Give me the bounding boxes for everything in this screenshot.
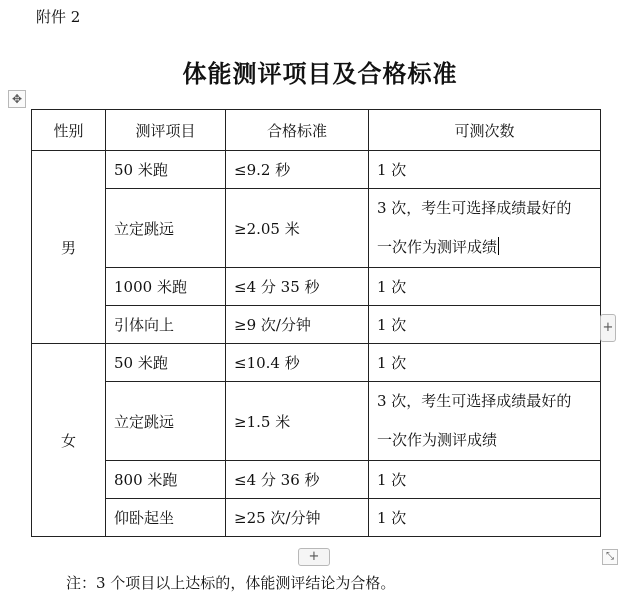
header-test-item[interactable]: 测评项目 <box>106 110 226 151</box>
attempts-cell[interactable]: 1 次 <box>369 268 601 306</box>
document-title: 体能测评项目及合格标准 <box>182 59 458 88</box>
header-attempts[interactable]: 可测次数 <box>369 110 601 151</box>
item-cell[interactable]: 仰卧起坐 <box>106 499 226 537</box>
item-cell[interactable]: 立定跳远 <box>106 189 226 268</box>
attempts-cell[interactable] <box>369 382 601 461</box>
attempts-line-1: 3 次，考生可选择成绩最好的 <box>377 392 572 410</box>
attempts-cell[interactable] <box>369 189 601 268</box>
table-row <box>32 499 601 537</box>
item-cell[interactable]: 50 米跑 <box>106 344 226 382</box>
table-move-handle-icon[interactable]: ✥ <box>8 90 26 108</box>
item-cell[interactable]: 立定跳远 <box>106 382 226 461</box>
attachment-label: 附件 2 <box>36 8 81 26</box>
table-row <box>32 189 601 268</box>
gender-cell-female[interactable]: 女 <box>32 344 106 537</box>
standard-cell[interactable]: ≤10.4 秒 <box>226 344 369 382</box>
text-cursor <box>498 237 499 255</box>
attempts-cell[interactable]: 1 次 <box>369 151 601 189</box>
item-cell[interactable]: 引体向上 <box>106 306 226 344</box>
attempts-cell[interactable]: 1 次 <box>369 306 601 344</box>
standard-cell[interactable]: ≤4 分 36 秒 <box>226 461 369 499</box>
attempts-line-1: 3 次，考生可选择成绩最好的 <box>377 199 572 217</box>
item-cell[interactable]: 800 米跑 <box>106 461 226 499</box>
standard-cell[interactable]: ≥9 次/分钟 <box>226 306 369 344</box>
add-row-button[interactable]: + <box>298 548 330 566</box>
standard-cell[interactable]: ≥1.5 米 <box>226 382 369 461</box>
table-row <box>32 306 601 344</box>
standard-cell[interactable]: ≥25 次/分钟 <box>226 499 369 537</box>
table-row <box>32 344 601 382</box>
header-row <box>32 110 601 151</box>
attempts-cell[interactable]: 1 次 <box>369 499 601 537</box>
attempts-line-2: 一次作为测评成绩 <box>377 431 498 449</box>
header-standard[interactable]: 合格标准 <box>226 110 369 151</box>
standard-cell[interactable]: ≤4 分 35 秒 <box>226 268 369 306</box>
attempts-line-2: 一次作为测评成绩 <box>377 238 498 256</box>
table-resize-handle-icon[interactable]: ⤡ <box>602 549 618 565</box>
table-row <box>32 151 601 189</box>
attempts-cell[interactable]: 1 次 <box>369 344 601 382</box>
table-row <box>32 461 601 499</box>
add-column-button[interactable]: + <box>600 314 616 342</box>
item-cell[interactable]: 50 米跑 <box>106 151 226 189</box>
header-gender[interactable]: 性别 <box>32 110 106 151</box>
gender-cell-male[interactable]: 男 <box>32 151 106 344</box>
footnote: 注：3 个项目以上达标的，体能测评结论为合格。 <box>66 574 396 592</box>
table-row <box>32 268 601 306</box>
standards-table <box>31 109 601 537</box>
item-cell[interactable]: 1000 米跑 <box>106 268 226 306</box>
table-row <box>32 382 601 461</box>
standard-cell[interactable]: ≥2.05 米 <box>226 189 369 268</box>
standard-cell[interactable]: ≤9.2 秒 <box>226 151 369 189</box>
attempts-cell[interactable]: 1 次 <box>369 461 601 499</box>
